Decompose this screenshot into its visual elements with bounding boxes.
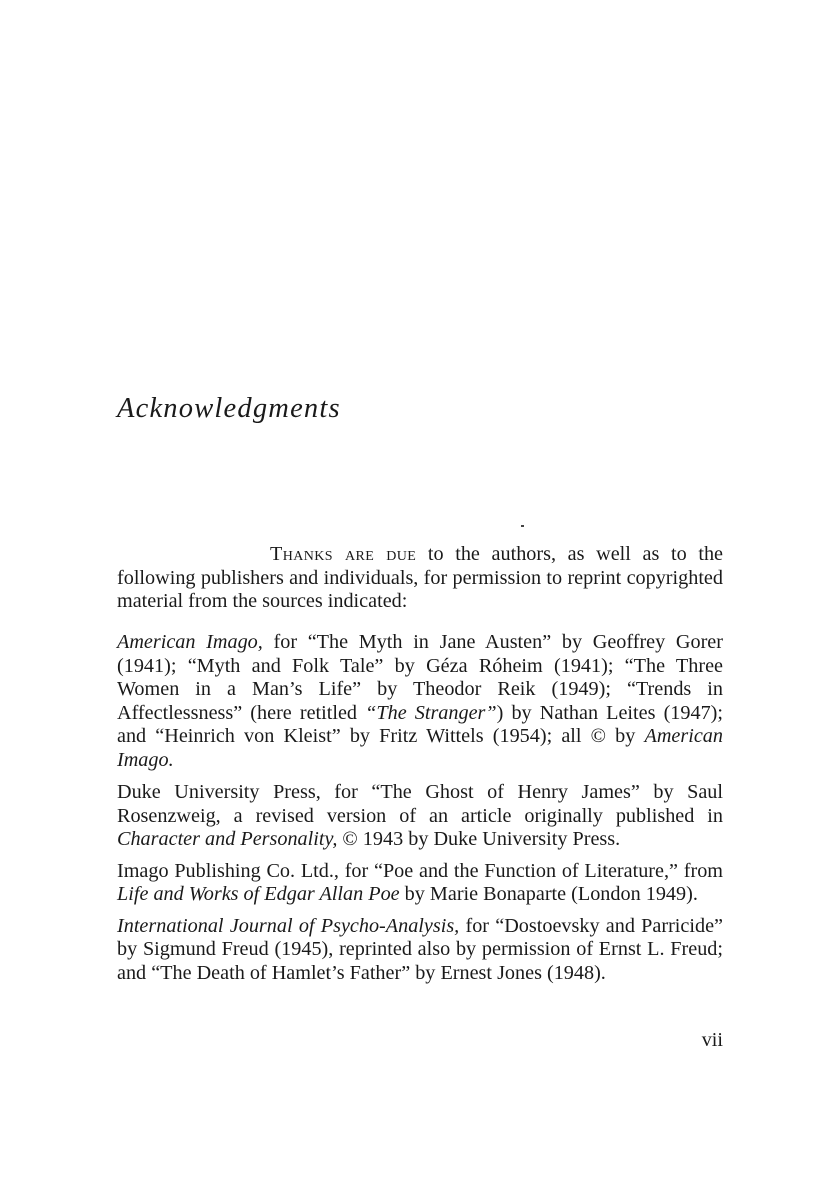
entry-text: Imago Publishing Co. Ltd., for “Poe and the Function of Literature,” from bbox=[117, 859, 723, 882]
entry-retitle: “The Stranger” bbox=[365, 701, 497, 724]
entry-imago-publishing bbox=[117, 860, 723, 907]
entry-text: ) by Nathan Leites (1947); and “Heinrich von Kleist” by Fritz Wittels (1954); all © by bbox=[117, 701, 723, 747]
entry-source-title: American Imago, bbox=[117, 631, 263, 653]
entry-source-title: Life and Works of Edgar Allan Poe bbox=[117, 883, 400, 905]
print-mark bbox=[521, 525, 524, 527]
entry-american-imago bbox=[117, 631, 723, 772]
intro-text: to the authors, as well as to the following publishers and individuals, for permission to reprint copyrighted material from the sources indicated: bbox=[117, 543, 723, 612]
entry-source-title: International Journal of Psycho-Analysis, bbox=[117, 914, 460, 937]
intro-paragraph bbox=[117, 543, 723, 614]
entry-source-title: Character and Personality, bbox=[117, 828, 338, 850]
entry-source-title: American Imago. bbox=[117, 725, 723, 771]
entry-duke-university-press bbox=[117, 781, 723, 852]
entry-text: Duke University Press, for “The Ghost of Henry James” by Saul Rosenzweig, a revised version of an article originally published in bbox=[117, 781, 723, 827]
page-title: Acknowledgments bbox=[117, 393, 341, 424]
acknowledgment-list bbox=[117, 631, 723, 993]
entry-text: for “Dostoevsky and Parricide” by Sigmund Freud (1945), reprinted also by permission of Ernst L. Freud; and “The Death of Hamlet’s Father” by Ernest Jones (1948). bbox=[117, 914, 723, 984]
page-number: vii bbox=[701, 1029, 723, 1051]
entry-text: by Marie Bonaparte (London 1949). bbox=[399, 883, 698, 905]
intro-lead-small-caps: Thanks are due bbox=[270, 543, 417, 565]
entry-text: © 1943 by Duke University Press. bbox=[337, 828, 621, 850]
entry-text: for “The Myth in Jane Austen” by Geoffrey Gorer (1941); “Myth and Folk Tale” by Géza Róheim (1941); “The Three Women in a Man’s Life” by Theodor Reik (1949); “Trends in Affectlessness” (here retitled bbox=[117, 631, 723, 724]
entry-international-journal bbox=[117, 915, 723, 986]
